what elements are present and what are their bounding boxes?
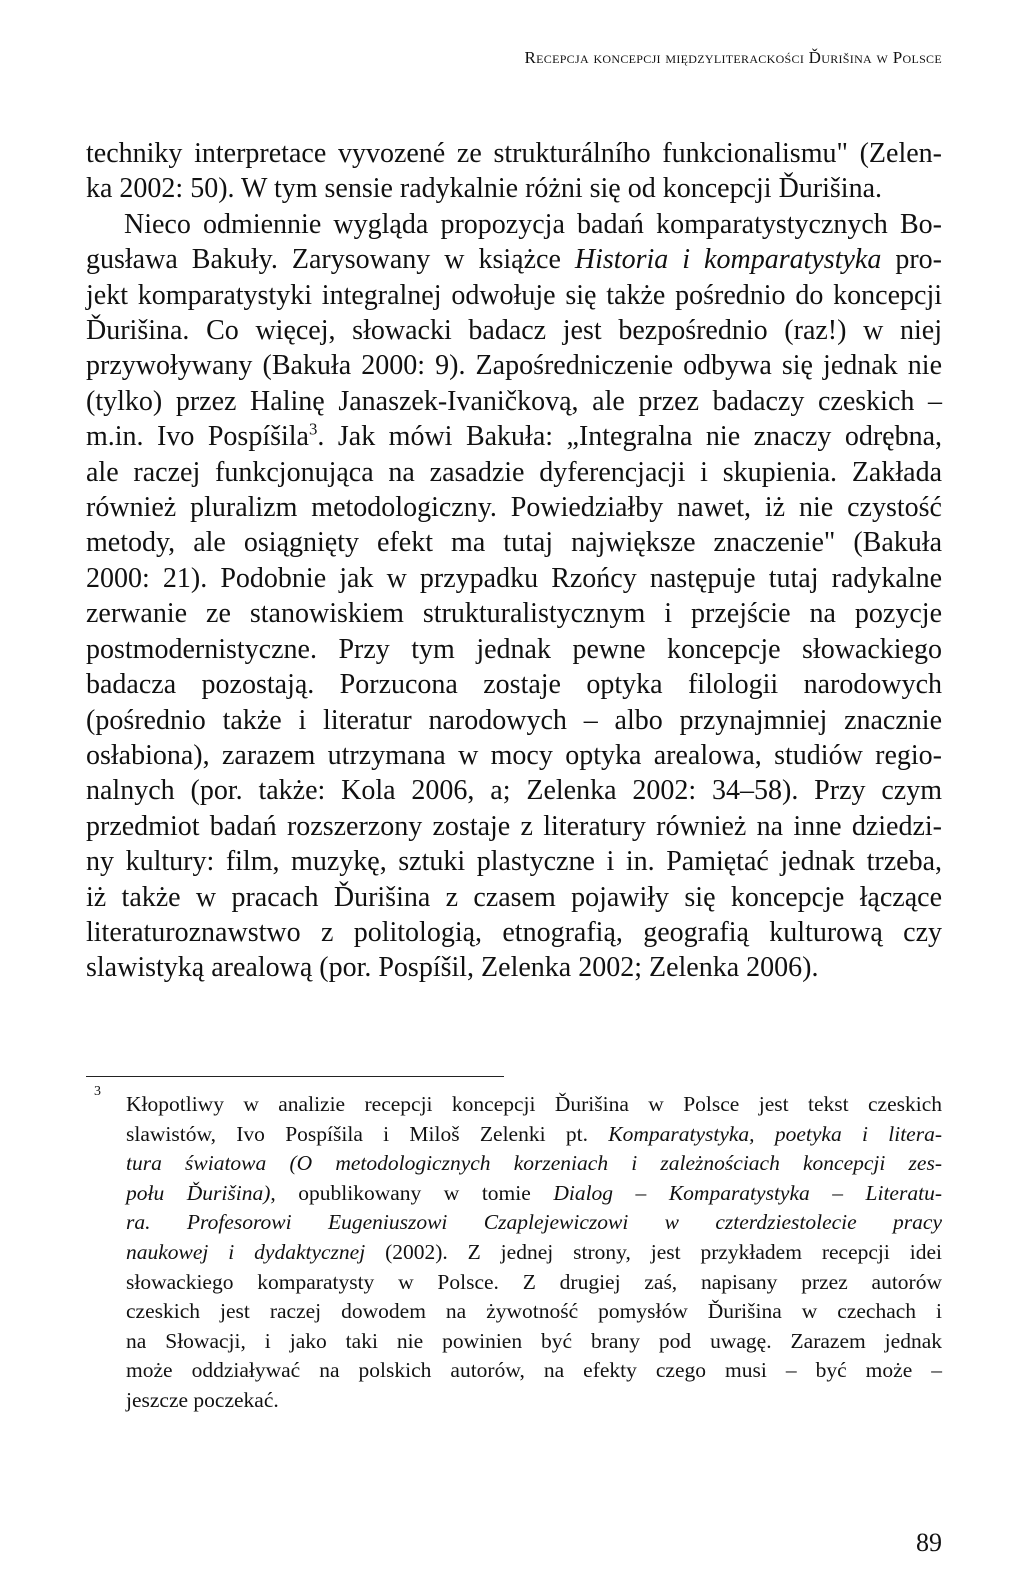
body-line-11: również pluralizm metodologiczny. Powiedziałby nawet, iż nie czystość: [86, 492, 942, 524]
italic-title-historia: Historia i komparatystyka: [574, 244, 882, 276]
body-text: [86, 136, 942, 986]
footnote-line-5-italic: ra. Profesorowi Eugeniuszowi Czaplejewiczowi w czterdziestolecie pracy: [126, 1210, 942, 1235]
body-line-7: przywoływany (Bakuła 2000: 9). Zapośredniczenie odbywa się jednak nie: [86, 350, 942, 382]
footnote-line-5: [126, 1208, 942, 1238]
body-line-10: ale raczej funkcjonująca na zasadzie dyferencjacji i skupienia. Zakłada: [86, 456, 942, 488]
footnote-line-1: Kłopotliwy w analizie recepcji koncepcji Ďurišina w Polsce jest tekst czeskich: [126, 1092, 942, 1116]
body-line-13: 2000: 21). Podobnie jak w przypadku Rzońcy następuje tutaj radykalne: [86, 562, 942, 594]
body-line-2: ka 2002: 50). W tym sensie radykalnie różni się od koncepcji Ďurišina.: [86, 173, 883, 205]
footnote-line-7: słowackiego komparatysty w Polsce. Z drugiej zaś, napisany przez autorów: [126, 1269, 942, 1294]
footnote-line-4-italic-a: połu Ďurišina): [126, 1180, 271, 1205]
body-line-5: jekt komparatystyki integralnej odwołuje się także pośrednio do koncepcji: [86, 279, 942, 311]
page-number: 89: [916, 1528, 942, 1557]
footnote: 3 Kłopotliwy w analizie recepcji koncepcji Ďurišina w Polsce jest tekst czeskich slawistów, Ivo Pospíšila i Miloš Zelenki pt. Komparatystyka, poetyka i litera- tura światowa (O metodologicznych korzeniach i zależnościach koncepcji zes- połu Ďurišina), opublikowany w tomie Dialog – Komparatystyka – Literatu- ra. Profesorowi Eugeniuszowi Czaplejewiczowi w czterdziestolecie pracy naukowej i dydaktycznej (2002). Z jednej strony, jest przykładem recepcji idei słowackiego komparatysty w Polsce. Z drugiej zaś, napisany przez autorów czeskich jest raczej dowodem na żywotność pomysłów Ďurišina w czechach i na Słowacji, i jako taki nie powinien być brany pod uwagę. Zarazem jednak może oddziaływać na polskich autorów, na efekty czego musi – być może – jeszcze poczekać.: [86, 1090, 942, 1416]
body-line-16: badacza pozostają. Porzucona zostaje optyka filologii narodowych: [86, 669, 942, 701]
footnote-line-10: może oddziaływać na polskich autorów, na efekty czego musi – być może –: [126, 1358, 942, 1383]
footnote-reference: 3: [309, 419, 318, 439]
footnote-line-3-italic: tura światowa (O metodologicznych korzeniach i zależnościach koncepcji zes-: [126, 1151, 942, 1176]
body-line-9: [86, 419, 942, 454]
footnote-line-6-rest: (2002). Z jednej strony, jest przykładem recepcji idei: [365, 1239, 942, 1264]
footnote-line-2: [126, 1120, 942, 1150]
body-line-23: literaturoznawstwo z politologią, etnografią, geografią kulturową czy: [86, 916, 942, 948]
body-line-8: (tylko) przez Halinę Janaszek-Ivaničkovą, ale przez badaczy czeskich –: [86, 385, 942, 417]
body-line-21: ny kultury: film, muzykę, sztuki plastyczne i in. Pamiętać jednak trzeba,: [86, 846, 942, 878]
footnote-line-6-italic: naukowej i dydaktycznej: [126, 1239, 366, 1264]
body-line-19: nalnych (por. także: Kola 2006, a; Zelenka 2002: 34–58). Przy czym: [86, 775, 942, 807]
footnote-line-8: czeskich jest raczej dowodem na żywotność pomysłów Ďurišina w czechach i: [126, 1299, 942, 1324]
footnote-body: [126, 1090, 942, 1416]
footnote-line-4-rest: , opublikowany w tomie: [270, 1180, 554, 1205]
body-line-24: slawistyką arealową (por. Pospíšil, Zelenka 2002; Zelenka 2006).: [86, 952, 819, 984]
footnote-line-2-italic: Komparatystyka, poetyka i litera-: [608, 1121, 942, 1146]
footnote-line-4: [126, 1179, 942, 1209]
body-line-22: iż także w pracach Ďurišina z czasem pojawiły się koncepcje łączące: [86, 881, 942, 913]
footnote-line-4-italic-b: Dialog – Komparatystyka – Literatu-: [553, 1180, 942, 1205]
footnote-line-3: [126, 1149, 942, 1179]
body-line-15: postmodernistyczne. Przy tym jednak pewne koncepcje słowackiego: [86, 633, 942, 665]
footnote-line-6: [126, 1238, 942, 1268]
body-line-4: gusława Bakuły. Zarysowany w książce Historia i komparatystyka pro-: [86, 244, 942, 276]
footnote-line-9: na Słowacji, i jako taki nie powinien być brany pod uwagę. Zarazem jednak: [126, 1328, 942, 1353]
body-line-12: metody, ale osiągnięty efekt ma tutaj największe znaczenie" (Bakuła: [86, 527, 942, 559]
footnote-line-11: jeszcze poczekać.: [126, 1387, 279, 1412]
footnote-separator: [86, 1076, 504, 1077]
body-line-6: Ďurišina. Co więcej, słowacki badacz jest bezpośrednio (raz!) w niej: [86, 315, 942, 347]
body-line-3: Nieco odmiennie wygląda propozycja badań komparatystycznych Bo-: [124, 208, 942, 240]
body-line-9-rest: . Jak mówi Bakuła: „Integralna nie znaczy odrębna,: [317, 421, 943, 453]
body-line-1: techniky interpretace vyvozené ze strukturálního funkcionalismu" (Zelen-: [86, 138, 942, 169]
body-line-18: osłabiona), zarazem utrzymana w mocy optyka arealowa, studiów regio-: [86, 739, 942, 771]
footnote-line-2-start: slawistów, Ivo Pospíšila i Miloš Zelenki pt.: [126, 1121, 609, 1146]
body-line-14: zerwanie ze stanowiskiem strukturalistycznym i przejście na pozycje: [86, 598, 942, 630]
body-line-9-start: m.in. Ivo Pospíšila: [86, 421, 309, 453]
running-head: Recepcja koncepcji międzyliterackości Ďurišina w Polsce: [524, 48, 942, 67]
body-line-17: (pośrednio także i literatur narodowych – albo przynajmniej znacznie: [86, 704, 942, 736]
body-line-20: przedmiot badań rozszerzony zostaje z literatury również na inne dziedzi-: [86, 810, 942, 842]
